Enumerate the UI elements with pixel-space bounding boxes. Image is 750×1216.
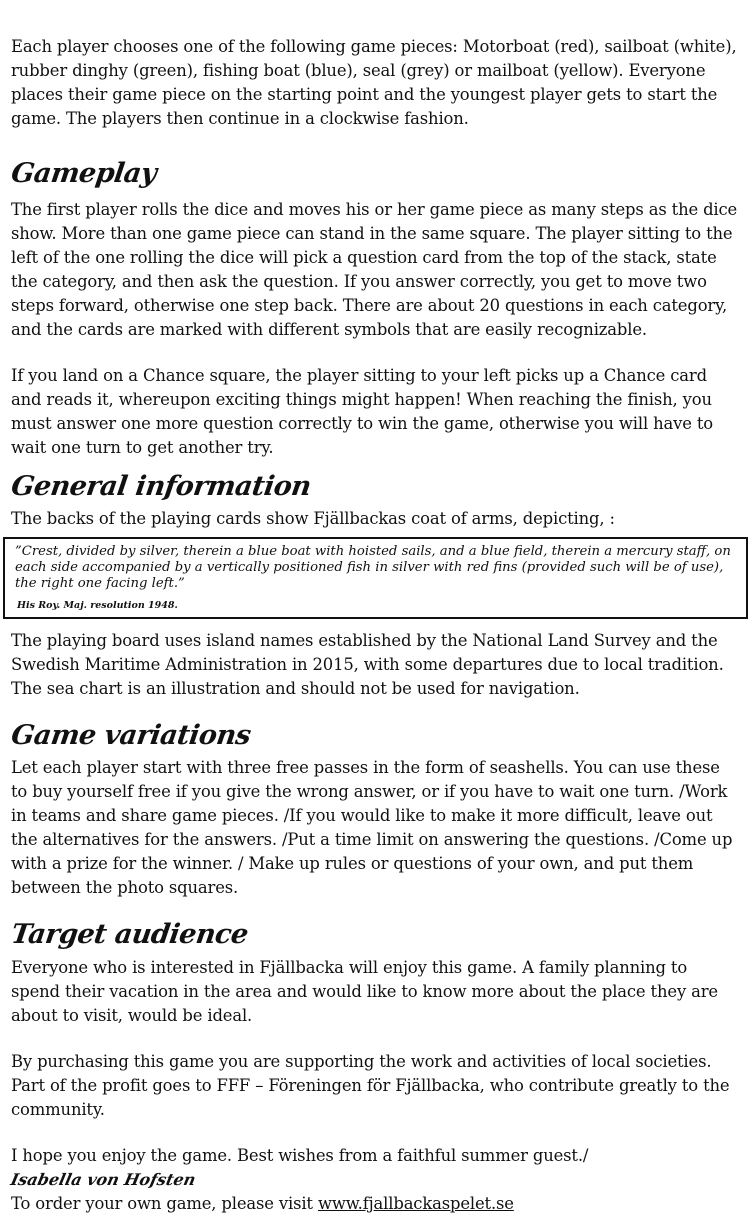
target-audience-paragraph-2: By purchasing this game you are supporting the work and activities of local societies. Part of the profit goes to FFF – Föreningen för Fjällbacka, who contribute greatly to the community. <box>11 1052 730 1119</box>
gameplay-paragraph-2: If you land on a Chance square, the player sitting to your left picks up a Chance card and reads it, whereupon exciting things might happen! When reaching the finish, you must answer one more question correctly to win the game, otherwise you will have to wait one turn to get another try. <box>11 366 714 457</box>
gap <box>0 900 750 918</box>
top-margin <box>0 0 750 35</box>
game-pieces-paragraph: Each player chooses one of the following game pieces: Motorboat (red), sailboat (white), rubber dinghy (green), fishing boat (blue), seal (grey) or mailboat (yellow). Everyone places their game piece on the starting point and the youngest player gets to start the game. The players then continue in a clockwise fashion. <box>11 37 737 128</box>
gap <box>0 131 750 157</box>
order-text: To order your own game, please visit <box>11 1194 318 1213</box>
game-variations-paragraph: Let each player start with three free passes in the form of seashells. You can use these to buy yourself free if you give the wrong answer, or if you have to wait one turn. /Work in teams and share game pieces. /If you would like to make it more difficult, leave out the alternatives for the answers. /Put a time limit on answering the questions. /Come up with a prize for the winner. / Make up rules or questions of your own, and put them between the photo squares. <box>11 758 733 897</box>
card-backs-paragraph: The backs of the playing cards show Fjällbackas coat of arms, depicting, : <box>11 509 615 528</box>
closing-line <box>0 1144 750 1192</box>
closing-text: I hope you enjoy the game. Best wishes from a faithful summer guest./ <box>11 1146 589 1165</box>
gap <box>0 701 750 719</box>
gap <box>0 619 750 629</box>
order-line <box>0 1192 750 1216</box>
website-link[interactable]: www.fjallbackaspelet.se <box>317 1194 514 1213</box>
gap <box>0 191 750 198</box>
gap <box>0 1028 750 1050</box>
gameplay-paragraph-1: The first player rolls the dice and moves his or her game piece as many steps as the dice show. More than one game piece can stand in the same square. The player sitting to the left of the one rolling the dice will pick a question card from the top of the stack, state the category, and then ask the question. If you answer correctly, you get to move two steps forward, otherwise one step back. There are about 20 questions in each category, and the cards are marked with different symbols that are easily recognizable. <box>11 200 738 339</box>
author-signature: Isabella von Hofsten <box>9 1170 198 1189</box>
general-information-heading: General information <box>9 471 313 502</box>
gap <box>0 342 750 364</box>
target-audience-heading: Target audience <box>9 919 250 950</box>
playing-board-paragraph: The playing board uses island names established by the National Land Survey and the Swedish Maritime Administration in 2015, with some departures due to local tradition. The sea chart is an illustration and should not be used for navigation. <box>11 631 724 698</box>
target-audience-paragraph-1: Everyone who is interested in Fjällbacka will enjoy this game. A family planning to spend their vacation in the area and would like to know more about the place they are about to visit, would be ideal. <box>11 958 718 1025</box>
game-variations-heading: Game variations <box>9 720 253 751</box>
gap <box>0 460 750 470</box>
coat-of-arms-quote-box <box>3 537 748 619</box>
gap <box>0 1122 750 1144</box>
coat-of-arms-quote: ”Crest, divided by silver, therein a blue boat with hoisted sails, and a blue field, therein a mercury staff, on each side accompanied by a vertically positioned fish in silver with red fins (provided such will be of use), the right one facing left.” <box>15 544 731 591</box>
quote-source: His Roy. Maj. resolution 1948. <box>17 600 178 611</box>
gameplay-heading: Gameplay <box>9 158 159 189</box>
